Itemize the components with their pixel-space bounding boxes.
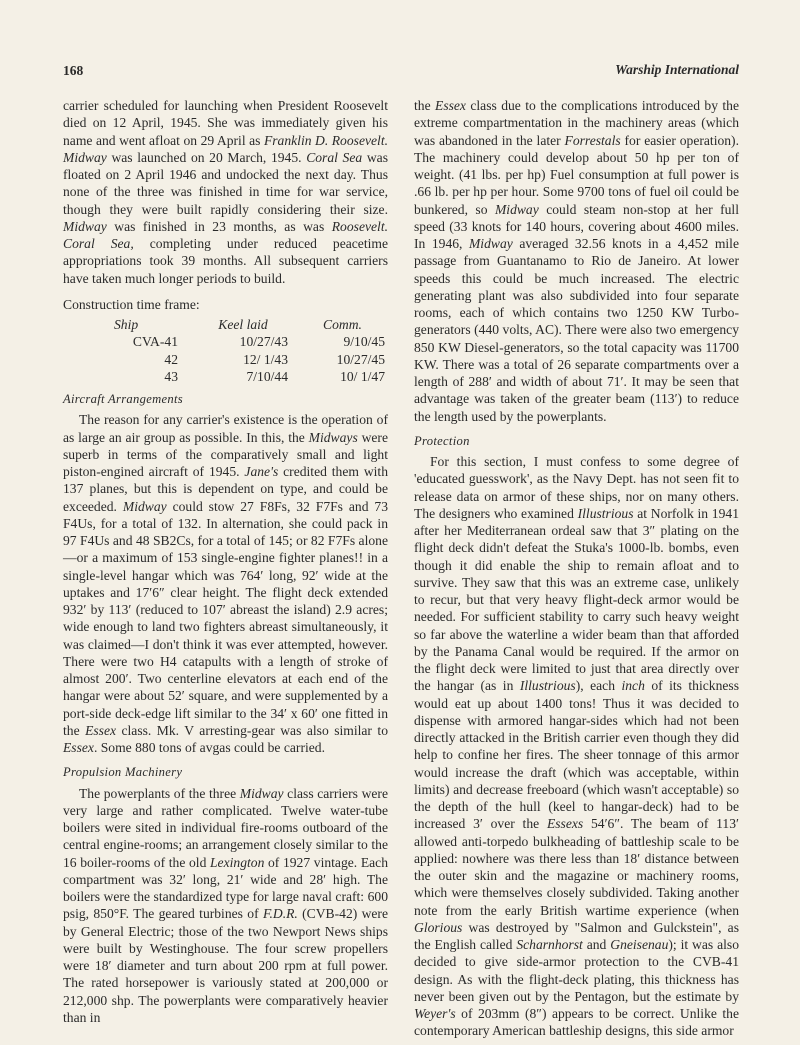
right-column (414, 97, 739, 1040)
paragraph: The reason for any carrier's existence is the operation of as large an air group as possible. In this, the Midways were superb in terms of the comparatively small and light piston-engined aircraft of 1945. Jane's credited them with 137 planes, but this is dependent on type, and could be exceeded. Midway could stow 27 F8Fs, 32 F7Fs and 73 F4Us, for a total of 132. In alternation, she could pack in 97 F4Us and 48 SB2Cs, for a total of 145; or 82 F7Fs alone—or a maximum of 153 single-engine fighter planes!! in a single-level hangar which was 764′ long, 92′ wide at the uptakes and 17′6″ clear height. The flight deck extended 932′ by 113′ (reduced to 107′ abreast the island) 2.9 acres; wide enough to land two fighters abreast simultaneously, it was claimed—I don't think it was ever attempted, however. There were two H4 catapults with a length of stroke of almost 200′. Two centerline elevators at each end of the hangar were about 52′ square, and were supplemented by a port-side deck-edge lift similar to the 34′ x 60′ one fitted in the Essex class. Mk. V arresting-gear was also similar to Essex. Some 880 tons of avgas could be carried. (63, 412, 389, 755)
table-header-row (110, 316, 385, 333)
table-header-cell: Keel laid (218, 317, 268, 332)
paragraph: The powerplants of the three Midway class carriers were very large and rather complicated. Twelve water-tube boilers were sited in individual fire-rooms outboard of the central engine-rooms; an arrangement closely similar to the 16 boiler-rooms of the old Lexington of 1927 vintage. Each compartment was 32′ long, 21′ wide and 28′ high. The boilers were the standardized type for large naval craft: 600 psig, 850°F. The geared turbines of F.D.R. (CVB-42) were by General Electric; those of the two Newport News ships were built by Westinghouse. The four screw propellers were 18′ diameter and turn about 200 rpm at full power. The rated horsepower is variously stated at 200,000 or 212,000 shp. The powerplants were comparatively heavier than in (63, 785, 388, 1025)
section-heading-propulsion: Propulsion Machinery (63, 765, 183, 780)
table-header-cell: Comm. (323, 317, 362, 332)
left-column (63, 97, 388, 1026)
table-cell: 10/ 1/47 (340, 368, 385, 384)
table-cell: CVA-41 (132, 334, 178, 350)
table-cell: 12/ 1/43 (243, 351, 288, 367)
table-row (110, 333, 385, 350)
table-cell: 10/27/43 (239, 334, 288, 350)
table-cell: 7/10/44 (246, 368, 288, 384)
paragraph: the Essex class due to the complications introduced by the extreme compartmentation in the machinery areas (which was abandoned in the later Forrestals for easier operation). The machinery could develop about 50 hp per ton of weight. (41 lbs. per hp) Fuel consumption at full power is .66 lb. per hp per hour. Some 9700 tons of fuel oil could be bunkered, so Midway could steam non-stop at her full speed (33 knots for 140 hours, covering about 4600 miles. In 1946, Midway averaged 32.56 knots in a 4,452 mile passage from Guantanamo to Rio de Janeiro. At lower speeds this could be much increased. The electric generating plant was also subdivided into four separate rooms, each of which contains two 1250 KW Turbo-generators (440 volts, AC). There were also two emergency 850 KW Diesel-generators, so the total capacity was 11700 KW. There was a total of 26 separate compartments over a length of 288′ and width of about 71′. It may be seen that advantage was taken of the greater beam (113′) to reduce the length used by the powerplants. (414, 98, 739, 424)
table-cell: 43 (164, 368, 178, 384)
table-cell: 9/10/45 (343, 334, 385, 350)
section-heading-aircraft: Aircraft Arrangements (63, 392, 183, 406)
paragraph: For this section, I must confess to some degree of 'educated guesswork', as the Navy Dept. has not seen fit to release data on armor of these ships, nor on many others. The designers who examined Illustrious at Norfolk in 1941 after her Mediterranean ordeal saw that 3″ plating on the flight deck didn't defeat the Stuka's 1000-lb. bombs, even though it did enable the ship to remain afloat and to survive. They saw that this was an extreme case, unlikely to recur, but that very heavy flight-deck armor would be needed. For sufficient stability to carry such heavy weight so far above the waterline a wider beam than that afforded by the Panama Canal would be required. If the armor on the flight deck were limited to just that area directly over the hangar (as in Illustrious), each inch of its thickness would eat up about 1400 tons! Thus it was decided to dispense with armored hangar-sides which had not been directly attacked in the British carrier even though they did help to confine her fires. The sheer tonnage of this armor would increase the draft (which was acceptable, within limits) and decrease freeboard (which wasn't acceptable) so the depth of the hull (keel to hangar-deck) had to be increased 3′ over the Essexs 54′6″. The beam of 113′ allowed anti-torpedo bulkheading of battleship scale to be applied: nowhere was there less than 18′ distance between the outer skin and the magazine or machinery rooms, which were themselves closely subdivided. Taking another note from the early British wartime experience (when Glorious was destroyed by "Salmon and Gulckstein", as the English called Scharnhorst and Gneisenau); it was also decided to give side-armor protection to the CVB-41 design. As with the flight-deck plating, this thickness has never been given out by the Pentagon, but the estimate by Weyer's of 203mm (8″) appears to be correct. Unlike the contemporary American battleship designs, this side armor (414, 454, 740, 1039)
table-row (110, 351, 385, 368)
table-cell: 42 (164, 351, 178, 367)
running-head: Warship International (615, 62, 739, 77)
construction-label: Construction time frame: (63, 296, 200, 312)
table-row (110, 368, 385, 385)
table-cell: 10/27/45 (336, 351, 385, 367)
page-number: 168 (63, 63, 84, 78)
table-header-cell: Ship (114, 317, 139, 332)
section-heading-protection: Protection (414, 433, 470, 448)
construction-table (110, 316, 385, 385)
paragraph: carrier scheduled for launching when President Roosevelt died on 12 April, 1945. She was immediately given his name and went afloat on 29 April as Franklin D. Roosevelt. Midway was launched on 20 March, 1945. Coral Sea was floated on 2 April 1946 and undocked the next day. Thus none of the three was finished in time for war service, though they were built rapidly considering their size. Midway was finished in 23 months, as was Roosevelt. Coral Sea, completing under reduced peacetime appropriations took 39 months. All subsequent carriers have taken much longer periods to build. (63, 98, 388, 286)
